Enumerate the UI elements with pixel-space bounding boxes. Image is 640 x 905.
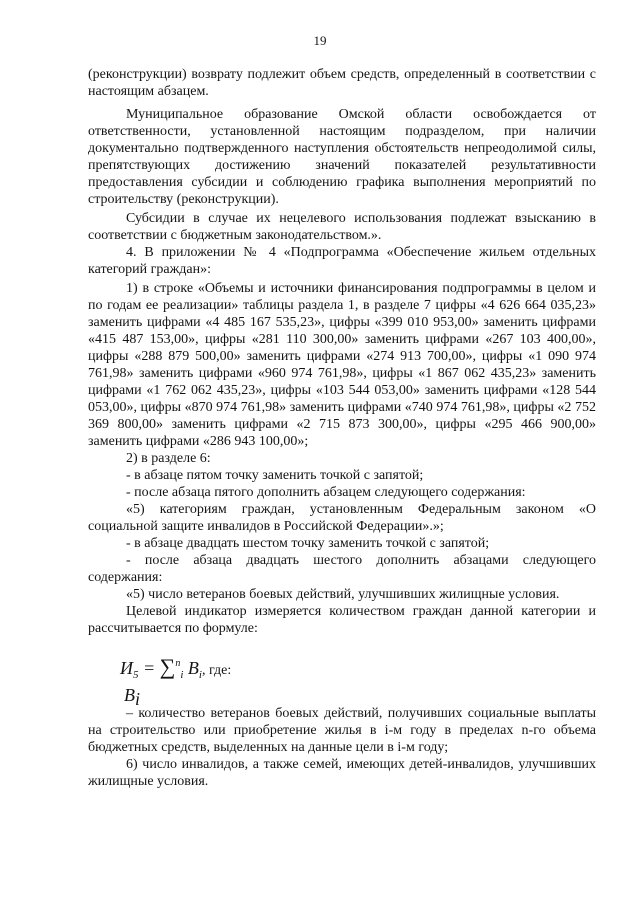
- formula-term: B: [187, 658, 199, 678]
- formula-term-subscript: i: [198, 669, 202, 681]
- formula-lhs: И: [120, 658, 133, 678]
- bi-symbol-line: [88, 685, 596, 709]
- page-number: 19: [313, 33, 327, 48]
- paragraph: «5) число ветеранов боевых действий, улучшивших жилищные условия.: [126, 587, 560, 602]
- paragraph: - в абзаце пятом точку заменить точкой с запятой;: [126, 468, 424, 483]
- paragraph: 2) в разделе 6:: [126, 451, 211, 466]
- paragraph: - в абзаце двадцать шестом точку заменить точкой с запятой;: [126, 536, 490, 551]
- paragraph: - после абзаца двадцать шестого дополнить абзацами следующего содержания:: [88, 553, 596, 585]
- sum-index: i: [180, 669, 184, 681]
- formula-lhs-subscript: 5: [133, 669, 139, 681]
- sum-symbol: ∑: [159, 654, 176, 679]
- bi-definition: – количество ветеранов боевых действий, получивших социальные выплаты на строительство или приобретение жилья в i-м году в пределах n-го объема бюджетных средств, выделенных на данные цели в i-м году;: [88, 706, 596, 755]
- formula-equals: =: [143, 658, 156, 678]
- paragraph: 4. В приложении № 4 «Подпрограмма «Обеспечение жильем отдельных категорий граждан»:: [88, 245, 596, 277]
- paragraph: 1) в строке «Объемы и источники финансирования подпрограммы в целом и по годам ее реализации» таблицы раздела 1, в разделе 7 цифры «4 626 664 035,23» заменить цифрами «4 485 167 535,23», цифры «399 010 953,00» заменить цифрами «415 487 153,00», цифры «281 110 300,00» заменить цифрами «267 103 400,00», цифры «288 879 500,00» заменить цифрами «274 913 700,00», цифры «1 090 974 761,98» заменить цифрами «960 974 761,98», цифры «1 867 062 435,23» заменить цифрами «1 762 062 435,23», цифры «103 544 053,00» заменить цифрами «128 544 053,00», цифры «870 974 761,98» заменить цифрами «740 974 761,98», цифры «2 752 369 800,00» заменить цифрами «2 715 873 300,00», цифры «295 466 900,00» заменить цифрами «286 943 100,00»;: [88, 281, 596, 449]
- paragraph: Целевой индикатор измеряется количеством граждан данной категории и рассчитывается по формуле:: [88, 604, 596, 636]
- document-body: [88, 66, 596, 790]
- paragraph: 6) число инвалидов, а также семей, имеющих детей-инвалидов, улучшивших жилищные условия.: [88, 757, 596, 789]
- paragraph: Муниципальное образование Омской области освобождается от ответственности, установленной настоящим подразделом, при наличии документально подтвержденного наступления обстоятельств непреодолимой силы, препятствующих достижению значений показателей результативности предоставления субсидии и соблюдению графика выполнения мероприятий по строительству (реконструкции).: [88, 107, 596, 207]
- paragraph: Субсидии в случае их нецелевого использования подлежат взысканию в соответствии с бюджетным законодательством.».: [88, 211, 596, 243]
- formula: [88, 649, 596, 679]
- paragraph: «5) категориям граждан, установленным Федеральным законом «О социальной защите инвалидов в Российской Федерации».»;: [88, 502, 596, 534]
- formula-tail: , где:: [201, 663, 232, 678]
- bi-symbol: B: [124, 685, 135, 705]
- sum-upper-limit: n: [175, 658, 181, 669]
- paragraph: - после абзаца пятого дополнить абзацем следующего содержания:: [126, 485, 526, 500]
- paragraph: (реконструкции) возврату подлежит объем средств, определенный в соответствии с настоящим абзацем.: [88, 67, 596, 99]
- bi-symbol-subscript: i: [135, 688, 141, 709]
